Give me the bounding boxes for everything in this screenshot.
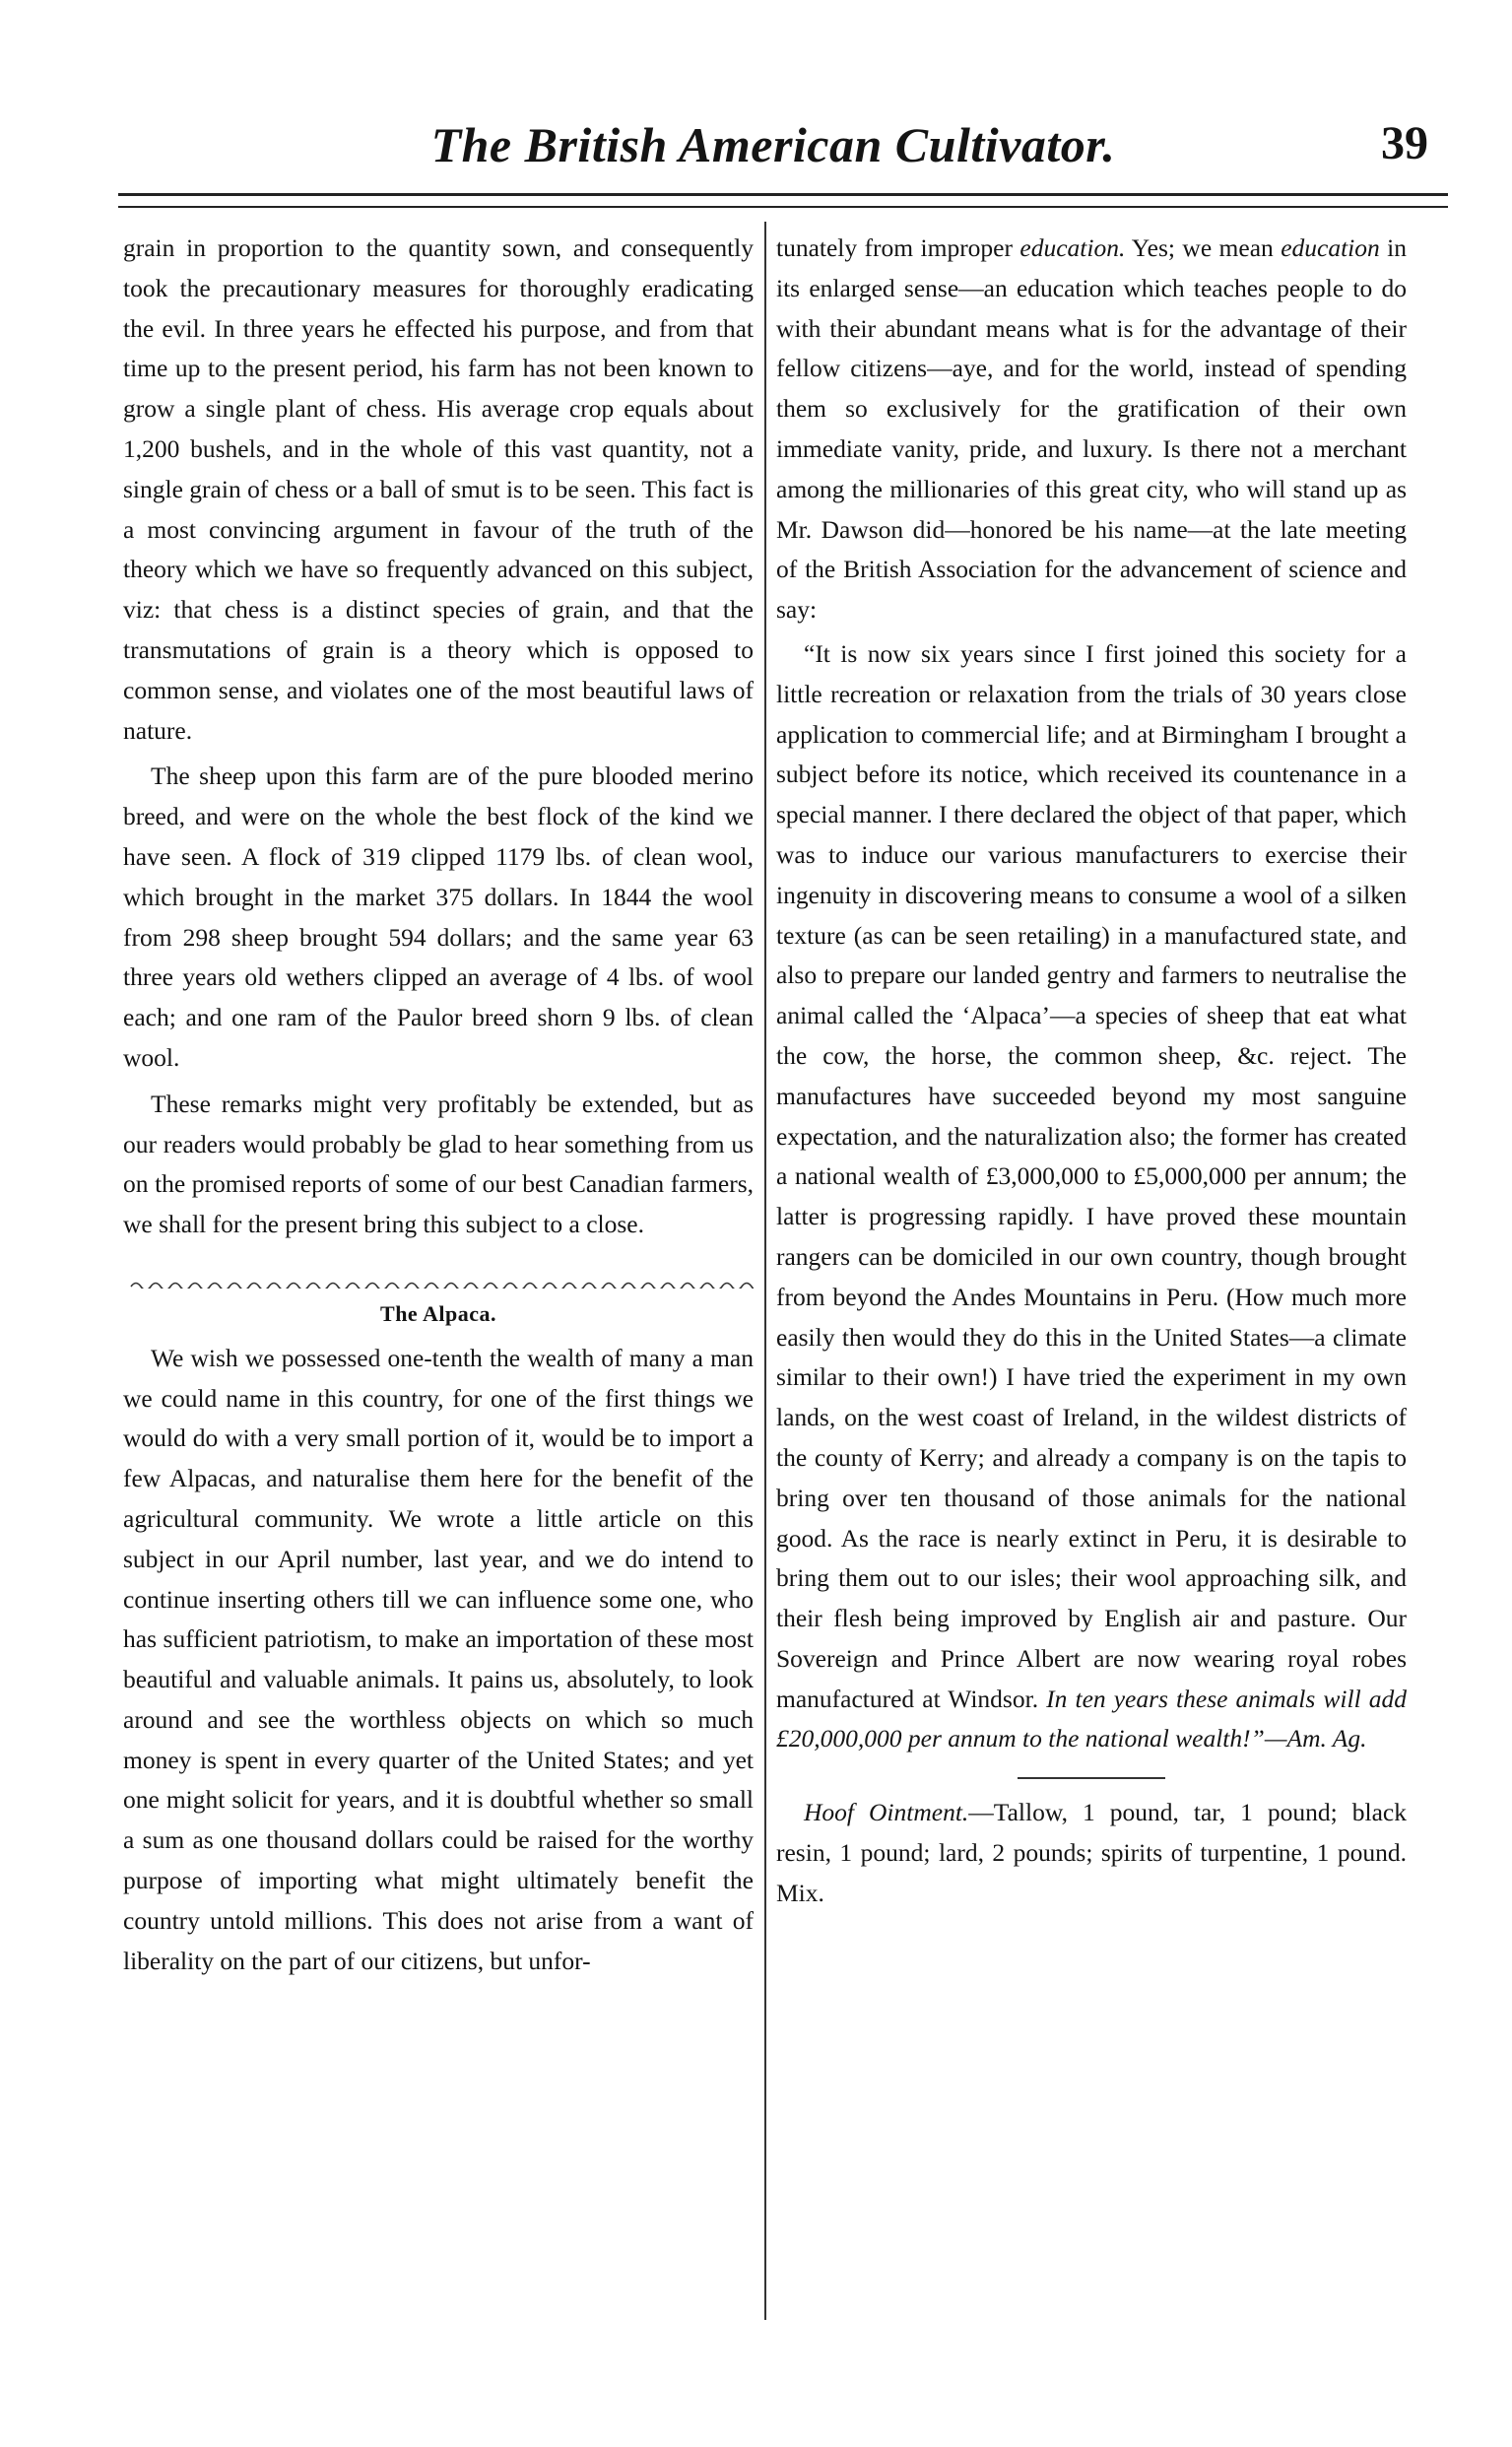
- emphasis-education: education.: [1019, 233, 1126, 262]
- emphasis-quote-end: In ten years these animals will add £20,000,000 per annum to the national wealth!”: [776, 1684, 1407, 1753]
- paragraph-sheep: The sheep upon this farm are of the pure blooded merino breed, and were on the whole the best flock of the kind we have seen. A flock of 319 clipped 1179 lbs. of clean wool, which brought in the market 375 dollars. In 1844 the wool from 298 sheep brought 594 dollars; and the same year 63 three years old wethers clipped an average of 4 lbs. of wool each; and one ram of the Paulor breed shorn 9 lbs. of clean wool.: [123, 761, 754, 1072]
- recipe-title: Hoof Ointment.: [804, 1798, 969, 1827]
- section-title-alpaca: The Alpaca.: [380, 1300, 496, 1326]
- section-divider-wavy: [123, 1269, 754, 1289]
- source-citation: —Am. Ag.: [1264, 1724, 1367, 1753]
- paragraph-education: [776, 229, 1407, 630]
- article-end-rule: [1018, 1777, 1165, 1779]
- publication-title: The British American Cultivator.: [430, 117, 1116, 172]
- text-run: “It is now six years since I first joined this society for a little recreation or relaxation from the trials of 30 years close application to commercial life; and at Birmingham I brought a subject before its notice, which received its countenance in a special manner. I there declared the object of that paper, which was to induce our various manufacturers to exercise their ingenuity in discovering means to consume a wool of a silken texture (as can be seen retailing) in a manufactured state, and also to prepare our landed gentry and farmers to neutralise the animal called the ‘Alpaca’—a species of sheep that eat what the cow, the horse, the common sheep, &c. reject. The manufactures have succeeded beyond my most sanguine expectation, and the naturalization also; the former has created a national wealth of £3,000,000 to £5,000,000 per annum; the latter is progressing rapidly. I have proved these mountain rangers can be domiciled in our own country, though brought from beyond the Andes Mountains in Peru. (How much more easily then would they do this in the United States—a climate similar to their own!) I have tried the experiment in my own lands, on the west coast of Ireland, in the wildest districts of the county of Kerry; and already a company is on the tapis to bring over ten thousand of those animals for the national good. As the race is nearly extinct in Peru, it is desirable to bring them out to our isles; their wool approaching silk, and their flesh being improved by English air and pasture. Our Sovereign and Prince Albert are now wearing royal robes manufactured at Windsor.: [776, 638, 1407, 1713]
- text-run: Yes; we mean: [1125, 233, 1282, 262]
- header-double-rule: [118, 193, 1448, 208]
- left-column: [123, 229, 754, 1981]
- text-run: in its enlarged sense—an education which teaches people to do with their abundant means what is for the advantage of their fellow citizens—aye, and for the world, instead of spending them so exclusively for the gratification of their own immediate vanity, pride, and luxury. Is there not a merchant among the millionaries of this great city, who will stand up as Mr. Dawson did—honored be his name—at the late meeting of the British Association for the advancement of science and say:: [776, 233, 1407, 625]
- right-column: [776, 229, 1407, 1914]
- paragraph-hoof-ointment: [776, 1793, 1407, 1913]
- paragraph-alpaca-intro: We wish we possessed one-tenth the wealth of many a man we could name in this country, for one of the first things we would do with a very small portion of it, would be to import a few Alpacas, and naturalise them here for the benefit of the agricultural community. We wrote a little article on this subject in our April number, last year, and we do intend to continue inserting others till we can influence some one, who has sufficient patriotism, to make an importation of these most beautiful and valuable animals. It pains us, absolutely, to look around and see the worthless objects on which so much money is spent in every quarter of the United States; and yet one might solicit for years, and it is doubtful whether so small a sum as one thousand dollars could be raised for the worthy purpose of importing what might ultimately benefit the country untold millions. This does not arise from a want of liberality on the part of our citizens, but unfor-: [123, 1343, 754, 1975]
- text-run: tunately from improper: [776, 233, 1020, 262]
- column-divider: [764, 222, 766, 2320]
- text-run: —Tallow, 1 pound, tar, 1 pound; black resin, 1 pound; lard, 2 pounds; spirits of turpentine, 1 pound. Mix.: [776, 1798, 1407, 1907]
- paragraph-dawson-quote: [776, 634, 1407, 1759]
- page-number: 39: [1381, 117, 1428, 169]
- paragraph-closing: These remarks might very profitably be extended, but as our readers would probably be glad to hear something from us on the promised reports of some of our best Canadian farmers, we shall for the present bring this subject to a close.: [123, 1089, 754, 1239]
- paragraph-chess: grain in proportion to the quantity sown, and consequently took the precautionary measures for thoroughly eradicating the evil. In three years he effected his purpose, and from that time up to the present period, his farm has not been known to grow a single plant of chess. His average crop equals about 1,200 bushels, and in the whole of this vast quantity, not a single grain of chess or a ball of smut is to be seen. This fact is a most convincing argument in favour of the truth of the theory which we have so frequently advanced on this subject, viz: that chess is a distinct species of grain, and that the transmutations of grain is a theory which is opposed to common sense, and violates one of the most beautiful laws of nature.: [123, 233, 754, 745]
- running-head: [118, 116, 1428, 185]
- emphasis-education: education: [1281, 233, 1380, 262]
